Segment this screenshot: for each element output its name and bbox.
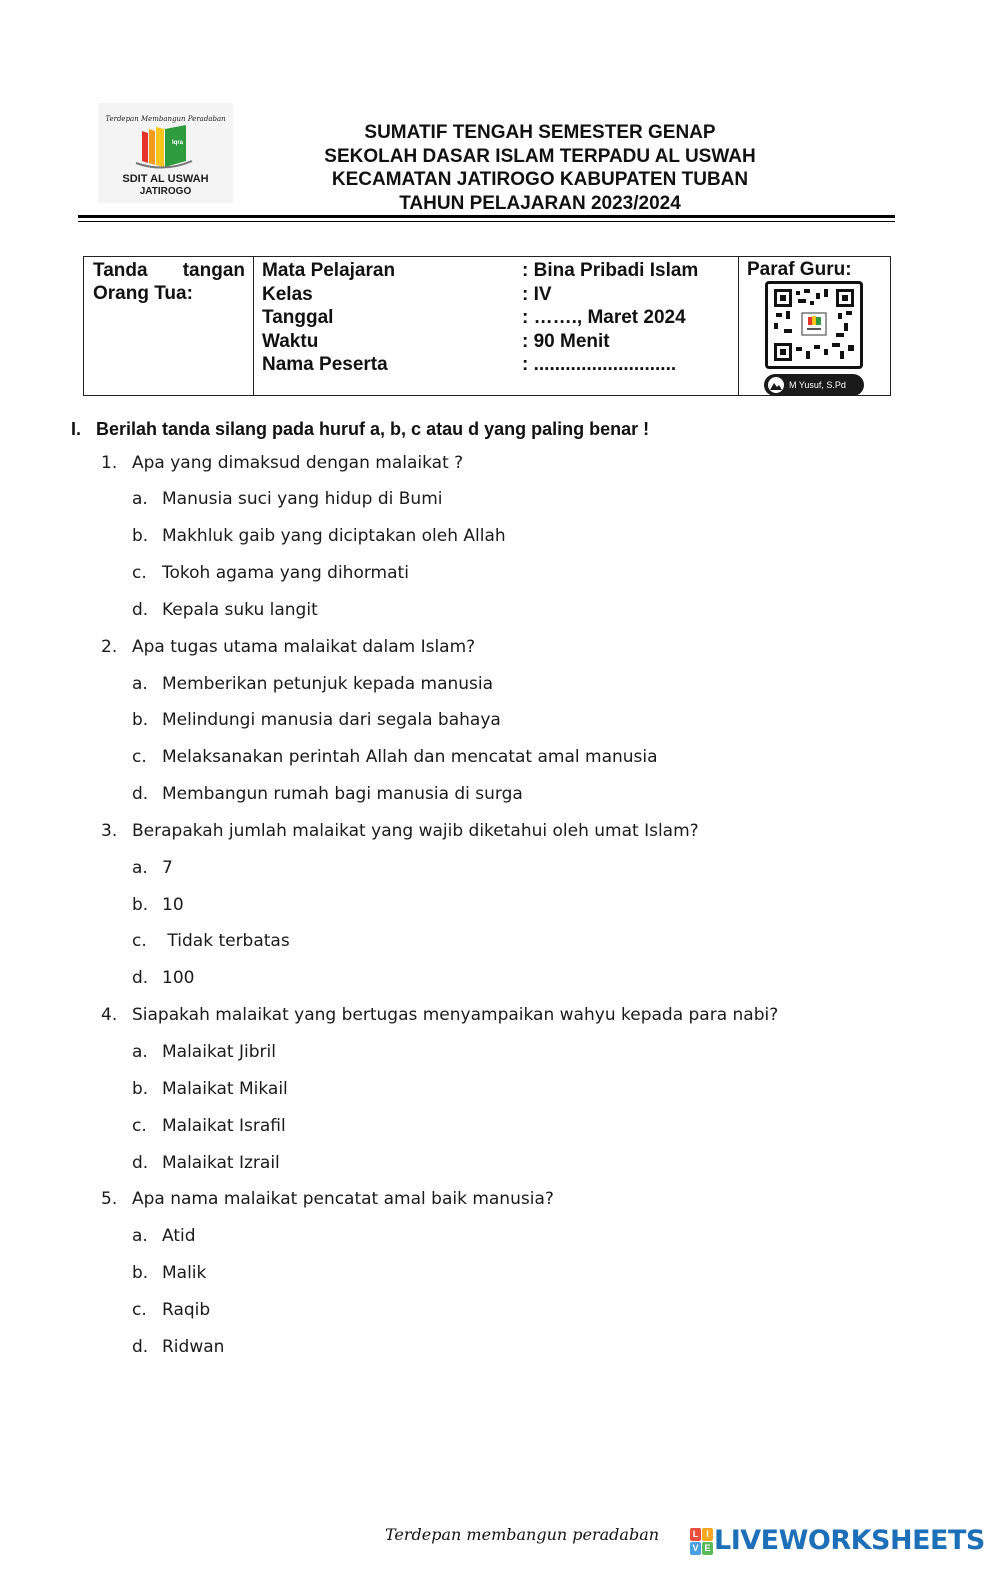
question-text: Apa yang dimaksud dengan malaikat ? bbox=[132, 453, 464, 473]
option-5d[interactable] bbox=[132, 1337, 224, 1357]
option-letter: a. bbox=[132, 858, 148, 878]
option-1c[interactable] bbox=[132, 563, 409, 583]
signature-label-line2: Orang Tua: bbox=[93, 283, 193, 304]
question-1 bbox=[101, 453, 463, 473]
option-letter: b. bbox=[132, 1079, 149, 1099]
option-letter: c. bbox=[132, 931, 147, 951]
option-text: Melindungi manusia dari segala bahaya bbox=[162, 710, 501, 730]
option-text: Malik bbox=[162, 1263, 207, 1283]
option-text: Malaikat Jibril bbox=[162, 1042, 276, 1062]
value-participant-name[interactable]: : ........................... bbox=[522, 354, 677, 375]
option-text: Makhluk gaib yang diciptakan oleh Allah bbox=[162, 526, 506, 546]
label-subject: Mata Pelajaran bbox=[262, 260, 396, 281]
label-time: Waktu bbox=[262, 330, 319, 352]
liveworksheets-grid-icon bbox=[690, 1528, 714, 1556]
option-letter: d. bbox=[132, 600, 149, 620]
section-instruction bbox=[71, 419, 649, 440]
question-number: 4. bbox=[101, 1005, 118, 1025]
option-4c[interactable] bbox=[132, 1116, 286, 1136]
logo-book-label: Iqra bbox=[172, 140, 184, 146]
option-3d[interactable] bbox=[132, 968, 194, 988]
value-time: : 90 Menit bbox=[522, 330, 610, 352]
option-text: Manusia suci yang hidup di Bumi bbox=[162, 489, 443, 509]
logo-tagline: Terdepan Membangun Peradaban bbox=[105, 115, 226, 123]
logo-school-location: JATIROGO bbox=[139, 186, 192, 197]
label-participant-name: Nama Peserta bbox=[262, 354, 388, 375]
option-4a[interactable] bbox=[132, 1042, 276, 1062]
signature-label-word2: tangan bbox=[182, 260, 245, 281]
question-5 bbox=[101, 1189, 554, 1209]
option-text: Tokoh agama yang dihormati bbox=[162, 563, 409, 583]
header-rule-thin bbox=[78, 221, 895, 222]
option-4d[interactable] bbox=[132, 1153, 280, 1173]
qr-code bbox=[765, 281, 863, 369]
option-1a[interactable] bbox=[132, 489, 442, 509]
option-text: Membangun rumah bagi manusia di surga bbox=[162, 784, 523, 804]
option-letter: b. bbox=[132, 895, 149, 915]
option-2b[interactable] bbox=[132, 710, 501, 730]
liveworksheets-logo[interactable] bbox=[690, 1525, 990, 1561]
teacher-initial-cell bbox=[738, 257, 890, 395]
school-logo bbox=[98, 103, 233, 203]
option-text: Malaikat Mikail bbox=[162, 1079, 288, 1099]
liveworksheets-wordmark: LIVEWORKSHEETS bbox=[714, 1525, 985, 1556]
option-5b[interactable] bbox=[132, 1263, 206, 1283]
question-number: 1. bbox=[101, 453, 118, 473]
logo-school-name: SDIT AL USWAH bbox=[122, 173, 209, 185]
option-3c[interactable] bbox=[132, 931, 290, 951]
header-school: SEKOLAH DASAR ISLAM TERPADU AL USWAH bbox=[324, 145, 756, 167]
question-number: 3. bbox=[101, 821, 118, 841]
question-text: Apa nama malaikat pencatat amal baik manusia? bbox=[132, 1189, 554, 1209]
option-text: 7 bbox=[162, 858, 173, 878]
header-year: TAHUN PELAJARAN 2023/2024 bbox=[399, 192, 681, 214]
option-text: Malaikat Israfil bbox=[162, 1116, 286, 1136]
option-4b[interactable] bbox=[132, 1079, 288, 1099]
option-letter: a. bbox=[132, 674, 148, 694]
option-2d[interactable] bbox=[132, 784, 523, 804]
option-text: 100 bbox=[162, 968, 195, 988]
option-2c[interactable] bbox=[132, 747, 658, 767]
question-3 bbox=[101, 821, 699, 841]
option-letter: b. bbox=[132, 710, 149, 730]
question-text: Berapakah jumlah malaikat yang wajib diketahui oleh umat Islam? bbox=[132, 821, 699, 841]
paraf-guru-label: Paraf Guru: bbox=[747, 259, 852, 280]
value-subject: : Bina Pribadi Islam bbox=[522, 260, 699, 281]
question-text: Apa tugas utama malaikat dalam Islam? bbox=[132, 637, 476, 657]
option-2a[interactable] bbox=[132, 674, 493, 694]
option-5c[interactable] bbox=[132, 1300, 210, 1320]
label-class: Kelas bbox=[262, 283, 313, 305]
qr-code-icon bbox=[774, 289, 854, 361]
option-letter: c. bbox=[132, 747, 147, 767]
brand-letter-l: L bbox=[690, 1528, 701, 1541]
option-1b[interactable] bbox=[132, 526, 506, 546]
brand-letter-e: E bbox=[702, 1542, 713, 1555]
question-number: 5. bbox=[101, 1189, 118, 1209]
instruction-text: Berilah tanda silang pada huruf a, b, c atau d yang paling benar ! bbox=[96, 419, 650, 439]
brand-letter-v: V bbox=[690, 1542, 701, 1555]
brand-letter-i: I bbox=[702, 1528, 713, 1541]
option-letter: b. bbox=[132, 1263, 149, 1283]
question-2 bbox=[101, 637, 475, 657]
header-rule-thick bbox=[78, 215, 895, 218]
option-3a[interactable] bbox=[132, 858, 173, 878]
option-text: Memberikan petunjuk kepada manusia bbox=[162, 674, 494, 694]
option-letter: d. bbox=[132, 784, 149, 804]
option-letter: a. bbox=[132, 1226, 148, 1246]
footer-motto: Terdepan membangun peradaban bbox=[385, 1525, 660, 1544]
option-letter: a. bbox=[132, 489, 148, 509]
question-4 bbox=[101, 1005, 778, 1025]
option-3b[interactable] bbox=[132, 895, 184, 915]
section-number: I. bbox=[71, 419, 82, 439]
option-letter: d. bbox=[132, 1153, 149, 1173]
option-text: Atid bbox=[162, 1226, 196, 1246]
option-letter: a. bbox=[132, 1042, 148, 1062]
value-date[interactable]: : ……., Maret 2024 bbox=[522, 307, 686, 328]
question-text: Siapakah malaikat yang bertugas menyampaikan wahyu kepada para nabi? bbox=[132, 1005, 779, 1025]
option-5a[interactable] bbox=[132, 1226, 196, 1246]
value-class: : IV bbox=[522, 283, 552, 305]
mountain-icon bbox=[768, 377, 784, 393]
option-letter: d. bbox=[132, 1337, 149, 1357]
qr-signature-badge bbox=[764, 374, 864, 396]
qr-badge-name: M Yusuf, S.Pd bbox=[789, 380, 846, 390]
header-title: SUMATIF TENGAH SEMESTER GENAP bbox=[364, 122, 716, 143]
option-text: Tidak terbatas bbox=[162, 931, 290, 951]
option-text: Melaksanakan perintah Allah dan mencatat amal manusia bbox=[162, 747, 658, 767]
header-district: KECAMATAN JATIROGO KABUPATEN TUBAN bbox=[331, 169, 749, 190]
exam-info-table bbox=[83, 256, 891, 396]
question-number: 2. bbox=[101, 637, 118, 657]
option-letter: c. bbox=[132, 1116, 147, 1136]
option-text: 10 bbox=[162, 895, 184, 915]
option-letter: b. bbox=[132, 526, 149, 546]
option-letter: c. bbox=[132, 1300, 147, 1320]
option-text: Ridwan bbox=[162, 1337, 225, 1357]
exam-details-cell bbox=[253, 257, 739, 395]
option-letter: d. bbox=[132, 968, 149, 988]
option-text: Raqib bbox=[162, 1300, 211, 1320]
parent-signature-cell[interactable] bbox=[84, 257, 254, 395]
signature-label-word1: Tanda bbox=[93, 260, 148, 281]
option-text: Malaikat Izrail bbox=[162, 1153, 280, 1173]
document-header bbox=[290, 121, 790, 215]
option-1d[interactable] bbox=[132, 600, 318, 620]
option-letter: c. bbox=[132, 563, 147, 583]
label-date: Tanggal bbox=[262, 307, 334, 328]
option-text: Kepala suku langit bbox=[162, 600, 318, 620]
